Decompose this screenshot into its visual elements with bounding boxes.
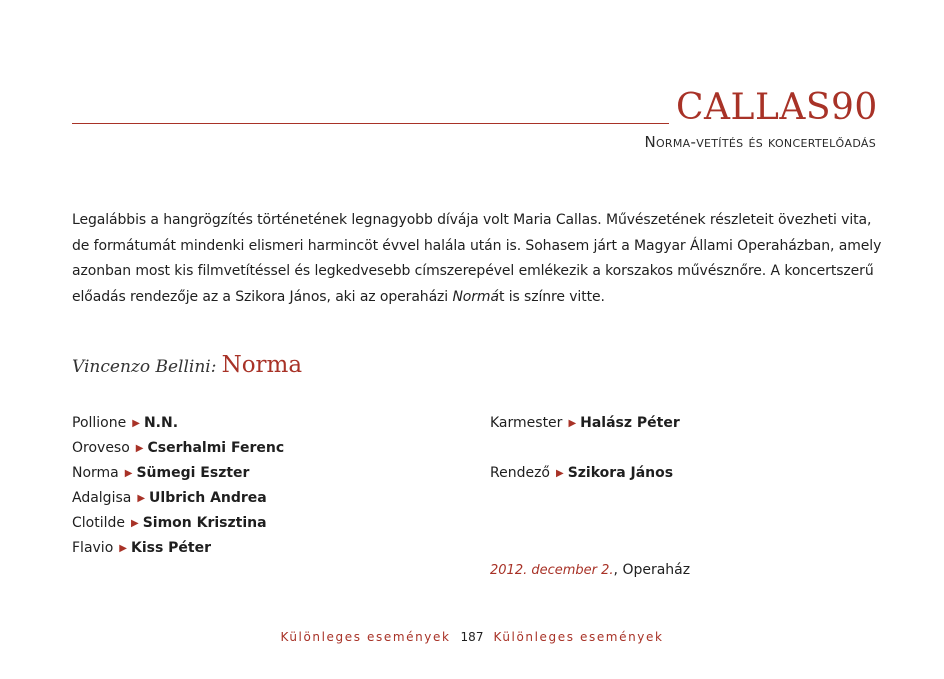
footer-section-left: Különleges események — [280, 630, 451, 644]
performer-name: N.N. — [143, 415, 179, 431]
role-name: Adalgisa — [72, 490, 132, 506]
role-name: Rendező — [490, 465, 550, 481]
cast-row-pollione — [72, 411, 284, 436]
composer-name: Vincenzo Bellini: — [72, 357, 217, 377]
right-triangle-arrow-icon: ▶ — [132, 418, 140, 429]
intro-line-3: azonban most kis filmvetítéssel és legkedvesebb címszerepével emlékezik a korszakos művésznőre. A koncertszerű — [72, 263, 874, 279]
crew-row-conductor — [490, 411, 680, 436]
performer-name: Simon Krisztina — [142, 515, 267, 531]
right-triangle-arrow-icon: ▶ — [124, 468, 133, 479]
event-venue: Operaház — [622, 562, 691, 578]
cast-list — [72, 411, 284, 561]
crew-row-director — [490, 461, 680, 486]
cast-row-adalgisa — [72, 486, 284, 511]
intro-line-4-end: t is színre vitte. — [498, 288, 605, 305]
right-triangle-arrow-icon: ▶ — [556, 468, 564, 479]
event-info — [490, 562, 690, 578]
work-title — [72, 352, 302, 378]
right-triangle-arrow-icon: ▶ — [131, 518, 139, 529]
right-triangle-arrow-icon: ▶ — [137, 493, 146, 504]
performer-name: Kiss Péter — [130, 540, 212, 556]
role-name: Karmester — [490, 415, 563, 431]
crew-spacer — [490, 436, 680, 461]
cast-row-oroveso — [72, 436, 284, 461]
role-name: Norma — [72, 465, 119, 481]
intro-line-1: Legalábbis a hangrögzítés történetének legnagyobb dívája volt Maria Callas. Művészetének részleteit övezheti vita, — [72, 212, 872, 228]
event-separator: , — [613, 562, 623, 578]
right-triangle-arrow-icon: ▶ — [568, 418, 577, 429]
performer-name: Sümegi Eszter — [136, 465, 250, 481]
footer-section-right: Különleges események — [493, 630, 664, 644]
intro-line-2: de formátumát mindenki elismeri harmincöt évvel halála után is. Sohasem járt a Magyar Állami Operaházban, amely — [72, 237, 882, 254]
right-triangle-arrow-icon: ▶ — [119, 543, 127, 554]
page-number: 187 — [460, 630, 484, 644]
intro-paragraph — [72, 208, 892, 310]
intro-line-4-italic: Normá — [452, 288, 499, 305]
intro-line-4 — [72, 285, 892, 311]
page-footer — [0, 626, 944, 645]
performer-name: Ulbrich Andrea — [149, 490, 267, 506]
cast-row-norma — [72, 461, 284, 486]
role-name: Oroveso — [72, 440, 130, 456]
cast-row-flavio — [72, 536, 284, 561]
intro-line-4-start: előadás rendezője az a Szikora János, aki az operaházi — [72, 288, 453, 305]
right-triangle-arrow-icon: ▶ — [135, 443, 144, 454]
header-rule — [72, 123, 669, 124]
crew-list — [490, 411, 680, 486]
role-name: Pollione — [72, 415, 127, 431]
page-title: CALLAS90 — [676, 87, 878, 128]
performer-name: Cserhalmi Ferenc — [147, 440, 285, 456]
event-date: 2012. december 2. — [490, 563, 614, 578]
cast-row-clotilde — [72, 511, 284, 536]
opera-title: Norma — [221, 352, 303, 378]
performer-name: Szikora János — [567, 465, 674, 481]
role-name: Clotilde — [72, 515, 125, 531]
performer-name: Halász Péter — [580, 415, 680, 431]
role-name: Flavio — [72, 540, 114, 556]
page-subtitle: Norma-vetítés és koncertelőadás — [644, 133, 876, 151]
